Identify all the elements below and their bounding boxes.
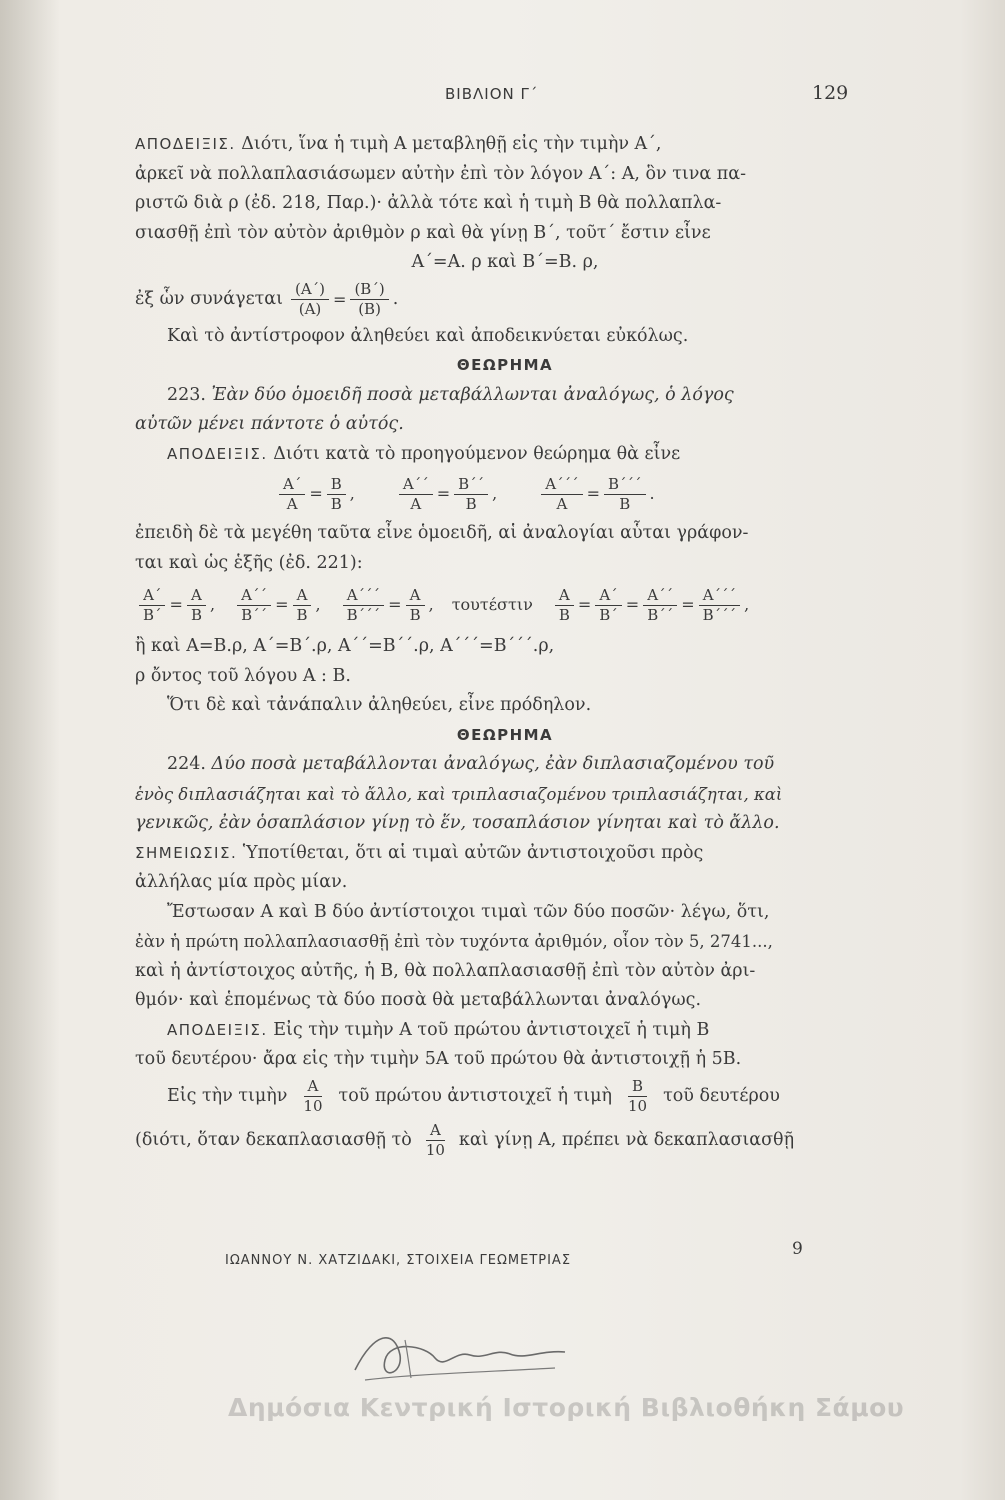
proportion	[339, 586, 434, 625]
punctuation: ,	[428, 595, 434, 615]
text-line	[135, 130, 875, 160]
running-title: ΒΙΒΛΙΟΝ Γ΄	[445, 85, 539, 103]
proof-label: ΑΠΟΔΕΙΞΙΣ.	[167, 1020, 268, 1039]
text-span: καὶ γίνῃ Α, πρέπει νὰ δεκαπλασιασθῇ	[458, 1129, 795, 1150]
equals-sign: =	[625, 595, 640, 615]
text-line: ριστῶ διὰ ρ (ἐδ. 218, Παρ.)· ἀλλὰ τότε καὶ ἡ τιμὴ Β θὰ πολλαπλα-	[135, 193, 722, 213]
text-line: ρ ὄντος τοῦ λόγου Α : Β.	[135, 665, 351, 686]
equals-sign: =	[681, 595, 695, 615]
denominator: Β	[190, 605, 202, 624]
theorem-statement: Ἐὰν δύο ὁμοειδῆ ποσὰ μεταβάλλωνται ἀναλόγως, ὁ λόγος	[211, 384, 734, 405]
equals-sign: =	[436, 484, 451, 504]
theorem-number: 224.	[167, 754, 206, 774]
numerator: Α	[406, 586, 425, 606]
punctuation: ,	[349, 484, 355, 504]
text-span: Εἰς τὴν τιμὴν Α τοῦ πρώτου ἀντιστοιχεῖ ἡ τιμὴ Β	[273, 1019, 710, 1040]
denominator: Α	[286, 494, 298, 513]
denominator: (Α)	[298, 300, 322, 318]
denominator: Β΄΄΄	[346, 605, 381, 624]
denominator: Β	[465, 494, 477, 513]
text-line: ται καὶ ὡς ἑξῆς (ἐδ. 221):	[135, 552, 363, 573]
punctuation: ,	[492, 484, 498, 504]
text-span: ἐξ ὧν συνάγεται	[135, 288, 283, 309]
text-line	[135, 839, 875, 869]
text-span: Ὑποτίθεται, ὅτι αἱ τιμαὶ αὐτῶν ἀντιστοιχοῦσι πρὸς	[242, 842, 704, 863]
punctuation: ,	[209, 595, 216, 615]
text-line: τοῦ δευτέρου· ἄρα εἰς τὴν τιμὴν 5Α τοῦ πρώτου θὰ ἀντιστοιχῇ ἡ 5Β.	[135, 1049, 742, 1069]
fraction	[139, 586, 166, 625]
equals-sign: =	[333, 289, 347, 309]
numerator: Α	[555, 586, 574, 606]
fraction	[327, 475, 346, 514]
numerator: Α	[293, 586, 312, 606]
numerator: Β	[327, 475, 346, 495]
text-line: Ὅτι δὲ καὶ τἀνάπαλιν ἀληθεύει, εἶνε πρόδηλον.	[167, 695, 592, 715]
fraction	[406, 586, 425, 625]
punctuation: .	[649, 484, 655, 504]
fraction	[604, 475, 646, 514]
denominator: Β΄΄΄	[702, 605, 737, 624]
denominator: Β	[330, 494, 342, 513]
fraction	[555, 586, 574, 625]
text-span: τουτέστιν	[451, 595, 533, 615]
numerator: Α΄΄	[399, 475, 433, 495]
text-span: Διότι κατὰ τὸ προηγούμενον θεώρημα θὰ εἶνε	[273, 443, 681, 464]
numerator: (Α΄)	[291, 280, 329, 300]
fraction	[343, 586, 385, 625]
fraction	[399, 475, 433, 514]
formula-line: Α΄=Α. ρ καὶ Β΄=Β. ρ,	[411, 252, 599, 272]
denominator: (Β)	[358, 300, 381, 318]
text-line: σιασθῇ ἐπὶ τὸν αὐτὸν ἀριθμὸν ρ καὶ θὰ γίνῃ Β΄, τοῦτ΄ ἔστιν εἶνε	[135, 222, 711, 243]
fraction	[291, 280, 329, 319]
main-text	[135, 130, 875, 1163]
text-line: καὶ ἡ ἀντίστοιχος αὐτῆς, ἡ Β, θὰ πολλαπλασιασθῇ ἐπὶ τὸν αὐτὸν ἀρι-	[135, 960, 756, 981]
proportion	[395, 475, 497, 514]
denominator: Β	[558, 605, 570, 624]
text-line: Καὶ τὸ ἀντίστροφον ἀληθεύει καὶ ἀποδεικνύεται εὐκόλως.	[167, 325, 689, 346]
numerator: Β	[628, 1077, 647, 1097]
theorem-statement: γενικῶς, ἐὰν ὁσαπλάσιον γίνῃ τὸ ἕν, τοσαπλάσιον γίνηται καὶ τὸ ἄλλο.	[135, 813, 780, 833]
text-span: (διότι, ὅταν δεκαπλασιασθῇ τὸ	[135, 1129, 412, 1150]
proportion	[233, 586, 321, 625]
text-line: Ἔστωσαν Α καὶ Β δύο ἀντίστοιχοι τιμαὶ τῶν δύο ποσῶν· λέγω, ὅτι,	[167, 901, 770, 922]
fraction-line	[135, 1075, 875, 1119]
fraction	[279, 475, 305, 514]
ratios-row	[135, 469, 875, 519]
fraction	[237, 586, 271, 625]
text-line: ἢ καὶ Α=Β.ρ, Α΄=Β΄.ρ, Α΄΄=Β΄΄.ρ, Α΄΄΄=Β΄΄΄.ρ,	[135, 636, 555, 656]
fraction-line	[135, 1119, 875, 1163]
fraction	[699, 586, 741, 625]
numerator: Α΄΄	[643, 586, 677, 606]
fraction-line	[135, 278, 875, 322]
equals-sign: =	[309, 484, 323, 504]
theorem-heading: ΘΕΩΡΗΜΑ	[456, 356, 554, 374]
equals-sign: =	[577, 595, 592, 615]
denominator: Β΄	[143, 605, 162, 624]
punctuation: ,	[744, 595, 750, 615]
denominator: 10	[627, 1097, 648, 1115]
numerator: Β΄΄	[454, 475, 488, 495]
numerator: Α΄	[139, 586, 165, 606]
numerator: Α΄΄΄	[343, 586, 384, 606]
numerator: Α΄΄΄	[699, 586, 740, 606]
fraction	[293, 586, 312, 625]
numerator: Α	[187, 586, 206, 606]
proof-label: ΑΠΟΔΕΙΞΙΣ.	[135, 135, 236, 153]
theorem-statement: ἑνὸς διπλασιάζηται καὶ τὸ ἄλλο, καὶ τριπλασιαζομένου τριπλασιάζηται, καὶ	[135, 784, 783, 804]
fraction	[187, 586, 206, 625]
text-line	[135, 381, 875, 411]
denominator: Β΄	[599, 605, 618, 624]
page-footer	[0, 1239, 1005, 1293]
numerator: (Β΄)	[350, 280, 388, 300]
text-span: Διότι, ἵνα ἡ τιμὴ Α μεταβληθῇ εἰς τὴν τιμὴν Α΄,	[241, 134, 662, 154]
proportion	[537, 475, 654, 514]
denominator: Β	[409, 605, 421, 624]
note-label: ΣΗΜΕΙΩΣΙΣ.	[135, 843, 238, 862]
theorem-statement: Δύο ποσὰ μεταβάλλονται ἀναλόγως, ἐὰν διπλασιαζομένου τοῦ	[211, 754, 775, 774]
theorem-statement: αὐτῶν μένει πάντοτε ὁ αὐτός.	[135, 414, 404, 434]
text-line: ἀρκεῖ νὰ πολλαπλασιάσωμεν αὐτὴν ἐπὶ τὸν λόγον Α΄: Α, ὃν τινα πα-	[135, 163, 747, 184]
text-span: τοῦ πρώτου ἀντιστοιχεῖ ἡ τιμὴ	[338, 1085, 612, 1106]
denominator: Α	[410, 494, 422, 513]
theorem-number: 223.	[167, 384, 206, 405]
numerator: Β΄΄΄	[604, 475, 646, 495]
numerator: Α΄	[595, 586, 621, 606]
ratios-row	[135, 578, 875, 632]
numerator: Α΄	[279, 475, 305, 495]
fraction	[595, 586, 622, 625]
numerator: Α΄΄΄	[541, 475, 582, 495]
text-line	[135, 1016, 875, 1046]
numerator: Α	[304, 1077, 323, 1097]
fraction	[541, 475, 582, 514]
equals-sign: =	[388, 595, 402, 615]
fraction	[454, 475, 488, 514]
ratio-chain	[551, 586, 749, 625]
theorem-heading: ΘΕΩΡΗΜΑ	[456, 725, 554, 744]
handwritten-signature	[345, 1310, 575, 1400]
numerator: Α΄΄	[237, 586, 271, 606]
text-line: ἐὰν ἡ πρώτη πολλαπλασιασθῇ ἐπὶ τὸν τυχόντα ἀριθμόν, οἷον τὸν 5, 2741...,	[135, 932, 773, 951]
denominator: Β΄΄	[647, 605, 674, 624]
text-line	[135, 750, 875, 780]
signature-mark: 9	[792, 1239, 803, 1259]
fraction	[624, 1077, 651, 1116]
equals-sign: =	[275, 595, 289, 615]
equals-sign: =	[169, 595, 183, 615]
text-span: Εἰς τὴν τιμὴν	[167, 1085, 288, 1106]
equals-sign: =	[586, 484, 600, 504]
text-span: τοῦ δευτέρου	[663, 1085, 780, 1106]
text-line: θμόν· καὶ ἑπομένως τὰ δύο ποσὰ θὰ μεταβάλλωνται ἀναλόγως.	[135, 990, 702, 1010]
denominator: 10	[425, 1141, 445, 1159]
numerator: Α	[426, 1121, 445, 1141]
text-line	[135, 440, 875, 470]
text-line: ἀλλήλας μία πρὸς μίαν.	[135, 872, 348, 892]
page-number: 129	[812, 82, 849, 104]
proportion	[275, 475, 355, 514]
period: .	[392, 288, 399, 309]
fraction	[643, 586, 677, 625]
text-line: ἐπειδὴ δὲ τὰ μεγέθη ταῦτα εἶνε ὁμοειδῆ, αἱ ἀναλογίαι αὗται γράφον-	[135, 523, 749, 543]
footer-book-title: ΙΩΑΝΝΟΥ Ν. ΧΑΤΖΙΔΑΚΙ, ΣΤΟΙΧΕΙΑ ΓΕΩΜΕΤΡΙΑΣ	[225, 1253, 572, 1268]
denominator: Β΄΄	[241, 605, 268, 624]
fraction	[299, 1077, 326, 1116]
proof-label: ΑΠΟΔΕΙΞΙΣ.	[167, 444, 268, 463]
denominator: Α	[556, 494, 568, 513]
fraction	[350, 280, 388, 319]
library-watermark: Δημόσια Κεντρική Ιστορική Βιβλιοθήκη Σάμου	[228, 1393, 905, 1422]
punctuation: ,	[315, 595, 321, 615]
page-header	[0, 82, 1005, 115]
proportion	[135, 586, 215, 625]
fraction	[422, 1121, 449, 1160]
denominator: Β	[619, 494, 631, 513]
denominator: Β	[296, 605, 308, 624]
denominator: 10	[303, 1097, 323, 1115]
